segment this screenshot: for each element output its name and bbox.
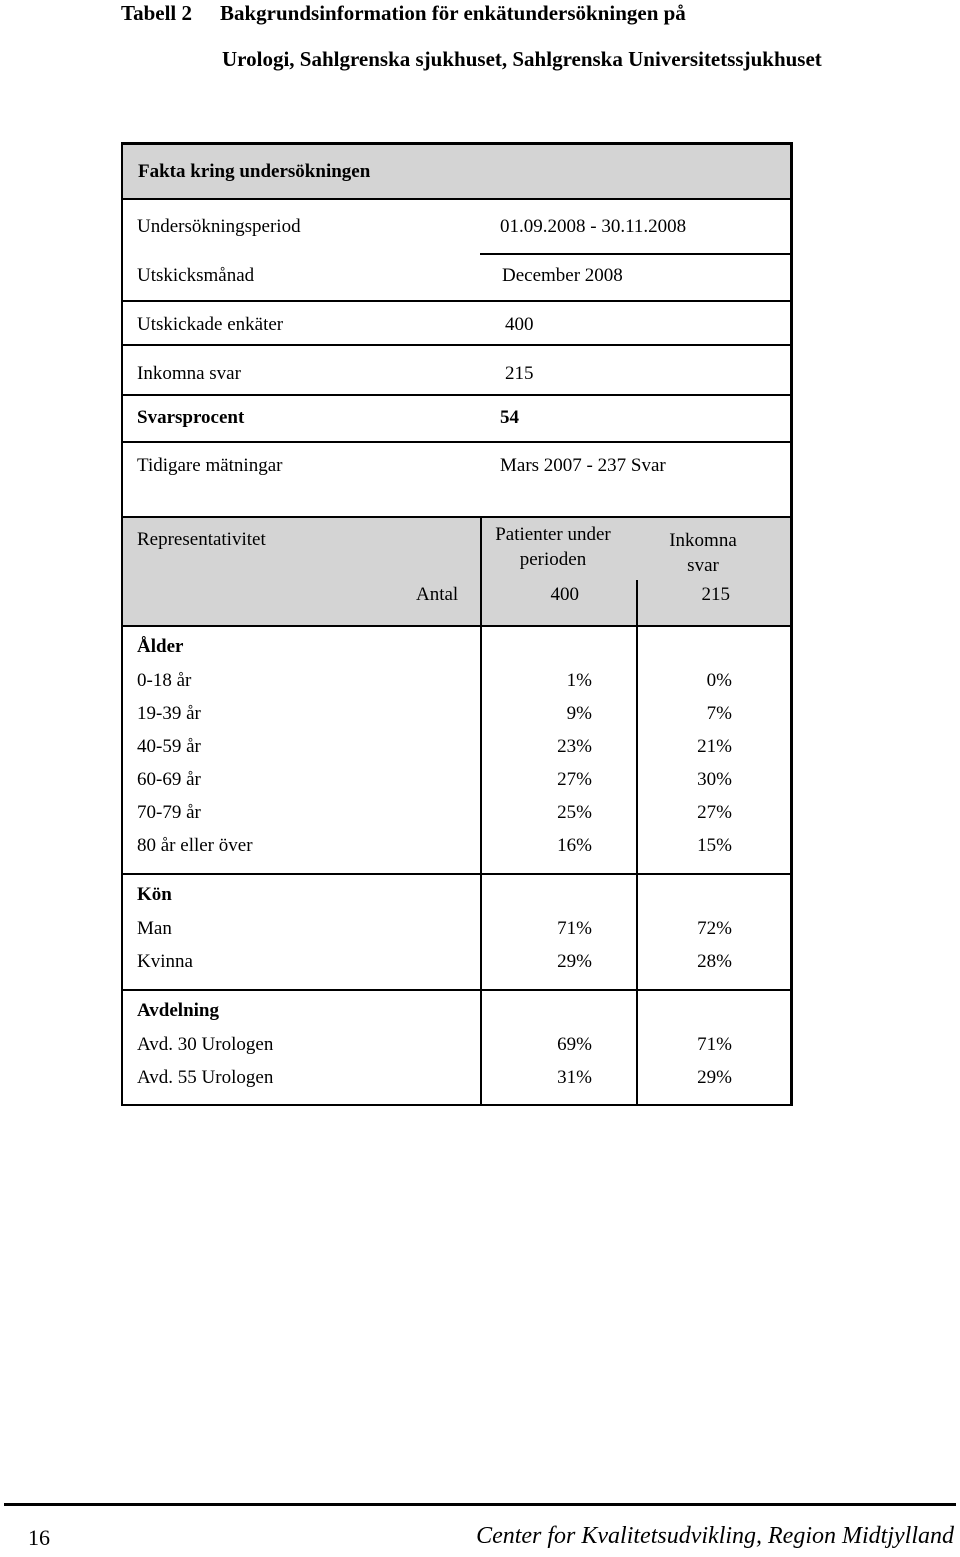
- table-row-col2: 71%: [697, 1034, 732, 1055]
- group-title-department: Avdelning: [137, 1000, 220, 1021]
- col1-header-line1: Patienter under: [495, 524, 611, 545]
- antal-label: Antal: [416, 584, 459, 605]
- table-row-label: 0-18 år: [137, 670, 192, 691]
- table-row-col2: 29%: [697, 1067, 732, 1088]
- col1-header-line2: perioden: [519, 549, 587, 570]
- antal-col2: 215: [701, 584, 730, 605]
- group-title-gender: Kön: [137, 884, 172, 905]
- fact-label-responses: Inkomna svar: [137, 363, 241, 384]
- fact-value-rate: 54: [500, 407, 519, 428]
- table-row-col1: 71%: [557, 918, 592, 939]
- fact-value-sent: 400: [505, 314, 534, 335]
- table-row-col2: 72%: [697, 918, 732, 939]
- fact-value-previous: Mars 2007 - 237 Svar: [500, 455, 666, 476]
- page-title: Bakgrundsinformation för enkätundersökningen på: [220, 1, 686, 25]
- table-row-label: 70-79 år: [137, 802, 201, 823]
- table-row-col1: 31%: [557, 1067, 592, 1088]
- table-row-col2: 30%: [697, 769, 732, 790]
- table-row-col1: 29%: [557, 951, 592, 972]
- table-row-label: 60-69 år: [137, 769, 201, 790]
- table-row-label: 40-59 år: [137, 736, 201, 757]
- fact-label-month: Utskicksmånad: [137, 265, 255, 286]
- fact-value-responses: 215: [505, 363, 534, 384]
- table-row-col1: 16%: [557, 835, 592, 856]
- group-title-age: Ålder: [137, 636, 184, 657]
- table-row-label: 80 år eller över: [137, 835, 253, 856]
- table-row-label: Avd. 55 Urologen: [137, 1067, 274, 1088]
- footer-rule: [4, 1503, 956, 1506]
- fact-label-rate: Svarsprocent: [137, 407, 245, 428]
- table-row-col2: 15%: [697, 835, 732, 856]
- table-row-col1: 23%: [557, 736, 592, 757]
- table-row-col1: 27%: [557, 769, 592, 790]
- table-row-col1: 1%: [566, 670, 592, 691]
- page-subtitle: Urologi, Sahlgrenska sjukhuset, Sahlgrenska Universitetssjukhuset: [222, 47, 822, 71]
- fact-label-previous: Tidigare mätningar: [137, 455, 283, 476]
- table-row-col1: 25%: [557, 802, 592, 823]
- antal-col1: 400: [550, 584, 579, 605]
- page-number: 16: [28, 1525, 50, 1550]
- col2-header-line1: Inkomna: [669, 530, 737, 551]
- table-row-col2: 28%: [697, 951, 732, 972]
- fact-label-sent: Utskickade enkäter: [137, 314, 284, 335]
- table-row-label: Man: [137, 918, 172, 939]
- table-row-col2: 21%: [697, 736, 732, 757]
- table-row-label: Kvinna: [137, 951, 193, 972]
- table-row-col2: 0%: [706, 670, 732, 691]
- table-row-col2: 27%: [697, 802, 732, 823]
- table-row-col1: 69%: [557, 1034, 592, 1055]
- col2-header-line2: svar: [687, 555, 719, 576]
- col2-header: [638, 528, 768, 578]
- table-row-col2: 7%: [706, 703, 732, 724]
- col1-header: [482, 522, 624, 572]
- fact-value-period: 01.09.2008 - 30.11.2008: [500, 216, 687, 237]
- table-row-label: 19-39 år: [137, 703, 201, 724]
- representativity-label: Representativitet: [137, 529, 266, 550]
- table-row-col1: 9%: [566, 703, 592, 724]
- fact-label-period: Undersökningsperiod: [137, 216, 301, 237]
- fact-value-month: December 2008: [502, 265, 623, 286]
- facts-header: Fakta kring undersökningen: [138, 161, 371, 182]
- table-label: Tabell 2: [121, 1, 192, 25]
- table-row-label: Avd. 30 Urologen: [137, 1034, 274, 1055]
- footer-organization: Center for Kvalitetsudvikling, Region Midtjylland: [476, 1523, 954, 1549]
